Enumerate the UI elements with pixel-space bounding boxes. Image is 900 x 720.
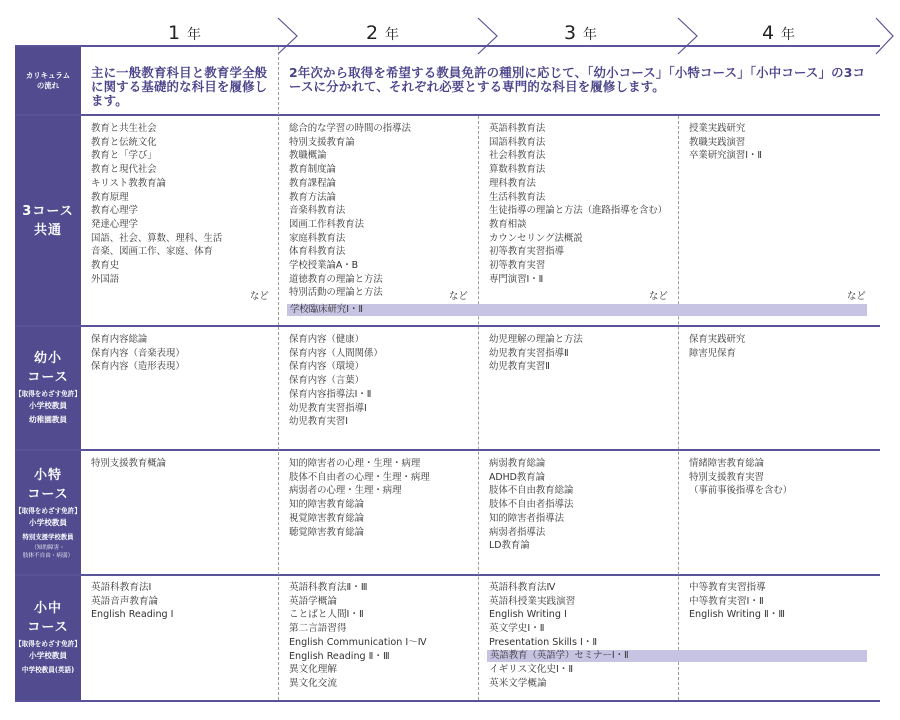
course-item: 幼児教育実習指導Ⅱ: [489, 347, 569, 359]
course-item: 生活科教育法: [489, 191, 546, 203]
course-item: 幼児教育実習Ⅱ: [489, 361, 550, 373]
course-item: 外国語: [91, 273, 120, 285]
course-item: 保育内容（環境）: [289, 361, 365, 373]
course-item: 初等教育実習指導: [489, 246, 565, 258]
course-item: 病弱教育総論: [489, 458, 546, 469]
course-item: 第二言語習得: [289, 623, 347, 635]
course-item: 知的障害教育総論: [289, 499, 365, 511]
course-item: 学校授業論A・B: [289, 260, 359, 272]
course-item: 英語学概論: [289, 595, 337, 607]
course-item: 教育課程論: [289, 177, 336, 189]
shotoku-year3-list: [489, 457, 573, 553]
course-item: 中等教育実習Ⅰ・Ⅱ: [689, 595, 764, 607]
course-item: 特別支援教育概論: [91, 458, 167, 469]
common-label: 3コース 共通: [15, 116, 81, 325]
course-item: 教育と「学び」: [91, 150, 157, 162]
course-item: 教育相談: [489, 218, 527, 230]
course-item: 社会科教育法: [489, 150, 546, 162]
course-item: 保育内容（人間関係）: [289, 347, 383, 359]
course-item: 生徒指導の理論と方法（進路指導を含む）: [489, 205, 668, 217]
shochu-year3-list-cont: [489, 663, 573, 690]
year-2-label: 2 年: [365, 22, 401, 44]
course-item: 保育内容指導法Ⅰ・Ⅱ: [289, 388, 372, 400]
course-item: 障害児保育: [689, 347, 736, 359]
row-divider: [15, 325, 880, 327]
course-item: English Writing Ⅱ・Ⅲ: [689, 609, 785, 621]
common-year4-list: [689, 122, 762, 163]
flow-year1-text: 主に一般教育科目と教育学全般に関する基礎的な科目を履修します。: [91, 65, 268, 108]
course-item: 家庭科教育法: [289, 232, 346, 244]
course-item: 知的障害者指導法: [489, 512, 565, 524]
course-item: 教職概論: [289, 150, 327, 162]
course-item: 保育内容総論: [91, 334, 148, 345]
year-divider: [678, 116, 679, 700]
common-year1-list: [91, 122, 222, 286]
course-item: 聴覚障害教育総論: [289, 526, 365, 538]
row-divider: [15, 449, 880, 451]
shochu-year2-list: [289, 581, 427, 691]
course-item: 知的障害者の心理・生理・病理: [289, 458, 421, 469]
course-item: 肢体不自由者の心理・生理・病理: [289, 471, 430, 483]
course-item: 中等教育実習指導: [689, 582, 766, 593]
highlight-bar: [287, 304, 867, 316]
course-item: 音楽、図画工作、家庭、体育: [91, 246, 213, 258]
course-item: 特別支援教育論: [289, 136, 355, 148]
common-highlight-label: 学校臨床研究Ⅰ・Ⅱ: [290, 304, 364, 315]
course-item: 英語科教育法Ⅱ・Ⅲ: [289, 582, 368, 593]
course-item: 英語科教育法: [489, 123, 546, 134]
course-item: 視覚障害教育総論: [289, 512, 365, 524]
course-item: 音楽科教育法: [289, 205, 346, 217]
row-divider: [15, 114, 880, 116]
course-item: English Writing Ⅰ: [489, 609, 567, 621]
course-item: 国語科教育法: [489, 136, 546, 148]
course-item: 卒業研究演習Ⅰ・Ⅱ: [689, 150, 763, 162]
shotoku-label: 小特 コース 【取得をめざす免許】 小学校教員 特別支援学校教員 （知的障害・ 肢体不自由・病弱）: [15, 451, 81, 574]
course-item: 道徳教育の理論と方法: [289, 273, 383, 285]
etc-note: など: [250, 291, 269, 302]
course-item: 総合的な学習の時間の指導法: [289, 123, 411, 134]
yosho-year2-list: [289, 333, 383, 429]
year-divider: [278, 47, 279, 700]
course-item: 肢体不自由者指導法: [489, 499, 574, 511]
course-item: 異文化交流: [289, 677, 337, 689]
course-item: 幼児教育実習指導Ⅰ: [289, 402, 367, 414]
course-item: 図画工作科教育法: [289, 218, 365, 230]
course-item: 教育史: [91, 260, 120, 272]
course-item: 教育制度論: [289, 164, 336, 176]
course-item: 保育実践研究: [689, 334, 746, 345]
course-item: 英語科教育法Ⅳ: [489, 582, 556, 593]
course-item: 英語科教育法Ⅰ: [91, 582, 152, 593]
course-item: 教職実践演習: [689, 136, 746, 148]
row-divider: [15, 574, 880, 576]
course-item: 教育原理: [91, 191, 129, 203]
etc-note: など: [649, 291, 668, 302]
course-item: 情緒障害教育総論: [689, 458, 765, 469]
common-year3-list: [489, 122, 667, 286]
etc-note: など: [847, 291, 866, 302]
course-item: 保育内容（言葉）: [289, 375, 365, 387]
course-item: カウンセリング法概説: [489, 232, 583, 244]
course-item: 英文学史Ⅰ・Ⅱ: [489, 623, 545, 635]
year-1-label: 1 年: [167, 22, 203, 44]
shotoku-year2-list: [289, 457, 430, 539]
course-item: 幼児理解の理論と方法: [489, 334, 583, 345]
course-item: 専門演習Ⅰ・Ⅱ: [489, 273, 544, 285]
shotoku-year4-list: [689, 457, 792, 498]
shochu-label: 小中 コース 【取得をめざす免許】 小学校教員 中学校教員(英語): [15, 576, 81, 700]
course-item: 発達心理学: [91, 218, 138, 230]
course-item: 授業実践研究: [689, 123, 746, 134]
course-item: 肢体不自由教育総論: [489, 485, 574, 497]
course-item: 特別支援教育実習: [689, 471, 765, 483]
year-divider: [478, 116, 479, 700]
course-item: 異文化理解: [289, 664, 337, 676]
shochu-year4-list: [689, 581, 785, 622]
course-item: 国語、社会、算数、理科、生活: [91, 232, 223, 244]
course-item: 保育内容（健康）: [289, 334, 365, 345]
curriculum-table: [15, 45, 880, 702]
year-4-label: 4 年: [761, 22, 797, 44]
course-item: 算数科教育法: [489, 164, 546, 176]
course-item: 教育心理学: [91, 205, 138, 217]
course-item: イギリス文化史Ⅰ・Ⅱ: [489, 664, 574, 675]
flow-label: カリキュラム の流れ: [15, 47, 81, 114]
course-item: English Reading Ⅱ・Ⅲ: [289, 650, 390, 662]
course-item: 英語音声教育論: [91, 595, 159, 607]
course-item: 保育内容（音楽表現）: [91, 347, 185, 359]
course-item: LD教育論: [489, 540, 530, 552]
course-item: 体育科教育法: [289, 246, 346, 258]
course-item: 初等教育実習: [489, 260, 546, 272]
shotoku-year1-list: [91, 457, 166, 471]
course-item: 英米文学概論: [489, 677, 547, 689]
course-item: 病弱者指導法: [489, 526, 546, 538]
yosho-year3-list: [489, 333, 583, 374]
shochu-highlight-label: 英語教育（英語学）セミナーⅠ・Ⅱ: [490, 650, 629, 661]
course-item: 教育と伝統文化: [91, 136, 157, 148]
course-item: English Reading Ⅰ: [91, 609, 174, 621]
shochu-year3-list: [489, 581, 597, 650]
course-item: キリスト教教育論: [91, 177, 166, 189]
course-item: （事前事後指導を含む）: [689, 485, 793, 497]
course-item: English Communication Ⅰ～Ⅳ: [289, 636, 427, 648]
course-item: 理科教育法: [489, 177, 536, 189]
etc-note: など: [449, 291, 468, 302]
course-item: 教育方法論: [289, 191, 336, 203]
shochu-year1-list: [91, 581, 174, 622]
common-year2-list: [289, 122, 411, 300]
row-divider: [15, 45, 880, 47]
course-item: 保育内容（造形表現）: [91, 361, 185, 373]
course-item: 教育と現代社会: [91, 164, 157, 176]
yosho-label: 幼小 コース 【取得をめざす免許】 小学校教員 幼稚園教員: [15, 327, 81, 449]
flow-year2to4-text: 2年次から取得を希望する教員免許の種別に応じて、「幼小コース」「小特コース」「小中コース」の3コースに分かれて、それぞれ必要とする専門的な科目を履修します。: [289, 65, 866, 94]
course-item: ことばと人間Ⅰ・Ⅱ: [289, 609, 364, 621]
course-item: 病弱者の心理・生理・病理: [289, 485, 402, 497]
course-item: 特別活動の理論と方法: [289, 287, 383, 299]
yosho-year4-list: [689, 333, 745, 360]
year-3-label: 3 年: [563, 22, 599, 44]
course-item: 幼児教育実習Ⅰ: [289, 416, 349, 428]
yosho-year1-list: [91, 333, 185, 374]
course-item: 英語科授業実践演習: [489, 595, 576, 607]
course-item: Presentation Skills Ⅰ・Ⅱ: [489, 636, 598, 648]
course-item: ADHD教育論: [489, 471, 546, 483]
course-item: 教育と共生社会: [91, 123, 157, 134]
